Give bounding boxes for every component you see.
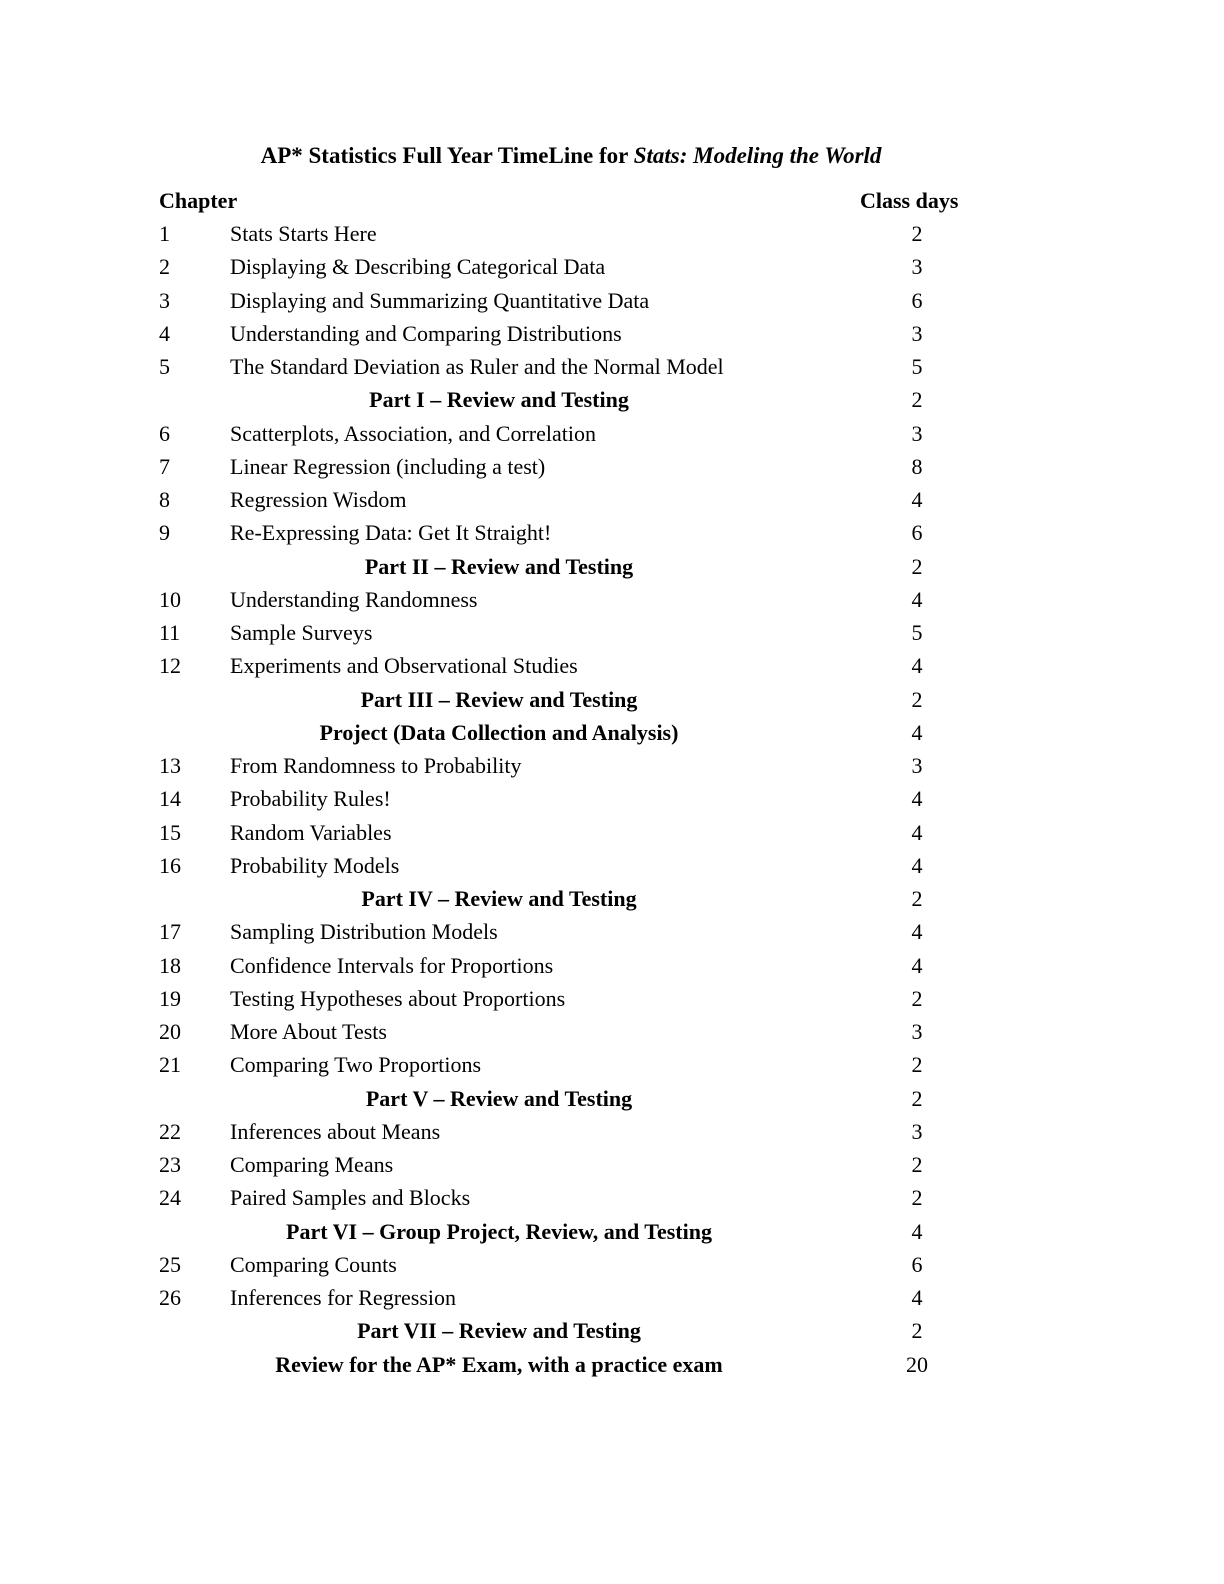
chapter-row bbox=[0, 982, 1224, 1015]
chapter-title: Sampling Distribution Models bbox=[230, 919, 498, 945]
class-days-value: 2 bbox=[911, 553, 923, 579]
chapter-number: 6 bbox=[159, 420, 170, 446]
chapter-title: Probability Rules! bbox=[230, 786, 391, 812]
chapter-title: Displaying and Summarizing Quantitative Data bbox=[230, 287, 650, 313]
chapter-title: More About Tests bbox=[230, 1019, 387, 1044]
table-header bbox=[0, 184, 1224, 217]
chapter-row bbox=[0, 749, 1224, 782]
class-days-value: 2 bbox=[911, 686, 923, 712]
chapter-title: Understanding and Comparing Distributions bbox=[230, 320, 622, 346]
class-days-value: 3 bbox=[911, 1118, 923, 1144]
part-row bbox=[0, 882, 1224, 915]
chapter-row bbox=[0, 583, 1224, 616]
part-row bbox=[0, 1082, 1224, 1115]
chapter-title: Inferences for Regression bbox=[230, 1285, 457, 1310]
class-days-value: 4 bbox=[911, 586, 923, 612]
chapter-number: 15 bbox=[159, 819, 181, 845]
timeline-table bbox=[0, 217, 1224, 1381]
chapter-number: 17 bbox=[159, 919, 181, 945]
chapter-row bbox=[0, 915, 1224, 948]
chapter-row bbox=[0, 849, 1224, 882]
part-title: Part I – Review and Testing bbox=[369, 387, 629, 413]
part-row bbox=[0, 683, 1224, 716]
class-days-value: 5 bbox=[911, 354, 923, 379]
chapter-title: Probability Models bbox=[230, 852, 400, 878]
part-title: Part IV – Review and Testing bbox=[361, 886, 637, 911]
class-days-value: 3 bbox=[911, 254, 923, 280]
chapter-title: Linear Regression (including a test) bbox=[230, 453, 546, 479]
chapter-row bbox=[0, 1048, 1224, 1081]
part-row bbox=[0, 1314, 1224, 1347]
class-days-value: 4 bbox=[911, 852, 923, 878]
chapter-row bbox=[0, 350, 1224, 383]
chapter-title: Confidence Intervals for Proportions bbox=[230, 952, 554, 978]
part-row bbox=[0, 1215, 1224, 1248]
chapter-row bbox=[0, 417, 1224, 450]
chapter-row bbox=[0, 217, 1224, 250]
chapter-title: From Randomness to Probability bbox=[230, 753, 522, 778]
chapter-title: Inferences about Means bbox=[230, 1118, 441, 1144]
class-days-value: 3 bbox=[911, 1019, 923, 1044]
chapter-number: 21 bbox=[159, 1052, 181, 1078]
class-days-value: 2 bbox=[911, 1085, 923, 1111]
chapter-number: 4 bbox=[159, 320, 170, 346]
title-book-name: Stats: Modeling the World bbox=[633, 143, 882, 168]
class-days-value: 4 bbox=[911, 1218, 923, 1244]
class-days-value: 2 bbox=[911, 221, 923, 246]
chapter-row bbox=[0, 1181, 1224, 1214]
chapter-number: 7 bbox=[159, 453, 170, 479]
class-days-value: 8 bbox=[911, 453, 923, 479]
chapter-title: Experiments and Observational Studies bbox=[230, 653, 578, 679]
chapter-title: Paired Samples and Blocks bbox=[230, 1185, 471, 1211]
chapter-title: Testing Hypotheses about Proportions bbox=[230, 985, 566, 1011]
chapter-number: 1 bbox=[159, 221, 170, 246]
chapter-number: 11 bbox=[159, 620, 181, 645]
chapter-row bbox=[0, 284, 1224, 317]
chapter-title: Understanding Randomness bbox=[230, 586, 478, 612]
chapter-number: 19 bbox=[159, 985, 181, 1011]
document-title bbox=[0, 140, 1142, 172]
class-days-value: 4 bbox=[911, 487, 923, 512]
class-days-value: 4 bbox=[911, 786, 923, 812]
chapter-number: 2 bbox=[159, 254, 170, 280]
chapter-row bbox=[0, 250, 1224, 283]
chapter-row bbox=[0, 616, 1224, 649]
part-title: Review for the AP* Exam, with a practice exam bbox=[275, 1351, 723, 1377]
chapter-number: 16 bbox=[159, 852, 181, 878]
chapter-number: 26 bbox=[159, 1285, 181, 1310]
chapter-row bbox=[0, 1115, 1224, 1148]
class-days-value: 4 bbox=[911, 952, 923, 978]
chapter-number: 9 bbox=[159, 520, 170, 546]
chapter-title: Comparing Counts bbox=[230, 1251, 397, 1277]
chapter-row bbox=[0, 1281, 1224, 1314]
chapter-row bbox=[0, 949, 1224, 982]
chapter-row bbox=[0, 1148, 1224, 1181]
part-row bbox=[0, 1348, 1224, 1381]
part-row bbox=[0, 550, 1224, 583]
chapter-number: 23 bbox=[159, 1152, 181, 1177]
part-title: Part II – Review and Testing bbox=[364, 553, 634, 579]
chapter-number: 24 bbox=[159, 1185, 181, 1211]
chapter-number: 25 bbox=[159, 1251, 181, 1277]
chapter-number: 12 bbox=[159, 653, 181, 679]
chapter-title: Regression Wisdom bbox=[230, 487, 407, 512]
class-days-value: 3 bbox=[911, 753, 923, 778]
chapter-number: 3 bbox=[159, 287, 170, 313]
chapter-title: Displaying & Describing Categorical Data bbox=[230, 254, 606, 280]
chapter-number: 13 bbox=[159, 753, 181, 778]
class-days-value: 2 bbox=[911, 1318, 923, 1344]
class-days-value: 6 bbox=[911, 1251, 923, 1277]
chapter-title: Comparing Means bbox=[230, 1152, 394, 1177]
chapter-title: Scatterplots, Association, and Correlation bbox=[230, 420, 596, 446]
class-days-value: 4 bbox=[911, 1285, 923, 1310]
chapter-row bbox=[0, 649, 1224, 682]
class-days-column-header: Class days bbox=[860, 188, 959, 213]
title-prefix: AP* Statistics Full Year TimeLine for bbox=[260, 143, 634, 168]
chapter-row bbox=[0, 516, 1224, 549]
part-title: Part VII – Review and Testing bbox=[357, 1318, 641, 1344]
chapter-title: Comparing Two Proportions bbox=[230, 1052, 482, 1078]
chapter-row bbox=[0, 816, 1224, 849]
class-days-value: 5 bbox=[911, 620, 923, 645]
class-days-value: 4 bbox=[911, 819, 923, 845]
chapter-row bbox=[0, 483, 1224, 516]
chapter-number: 20 bbox=[159, 1019, 181, 1044]
class-days-value: 3 bbox=[911, 320, 923, 346]
class-days-value: 2 bbox=[911, 1052, 923, 1078]
class-days-value: 4 bbox=[911, 719, 923, 745]
chapter-number: 8 bbox=[159, 487, 170, 512]
class-days-value: 2 bbox=[911, 387, 923, 413]
class-days-value: 2 bbox=[911, 1185, 923, 1211]
part-title: Part VI – Group Project, Review, and Testing bbox=[286, 1218, 712, 1244]
class-days-value: 20 bbox=[906, 1351, 928, 1377]
part-row bbox=[0, 383, 1224, 416]
class-days-value: 2 bbox=[911, 886, 923, 911]
chapter-row bbox=[0, 1248, 1224, 1281]
class-days-value: 2 bbox=[911, 1152, 923, 1177]
chapter-row bbox=[0, 317, 1224, 350]
chapter-number: 18 bbox=[159, 952, 181, 978]
chapter-row bbox=[0, 450, 1224, 483]
class-days-value: 4 bbox=[911, 919, 923, 945]
chapter-column-header: Chapter bbox=[159, 188, 238, 213]
class-days-value: 4 bbox=[911, 653, 923, 679]
chapter-number: 5 bbox=[159, 354, 170, 379]
chapter-title: Re-Expressing Data: Get It Straight! bbox=[230, 520, 552, 546]
part-row bbox=[0, 716, 1224, 749]
part-title: Part V – Review and Testing bbox=[365, 1085, 633, 1111]
class-days-value: 6 bbox=[911, 287, 923, 313]
part-title: Part III – Review and Testing bbox=[360, 686, 638, 712]
chapter-row bbox=[0, 1015, 1224, 1048]
chapter-row bbox=[0, 782, 1224, 815]
chapter-number: 14 bbox=[159, 786, 181, 812]
class-days-value: 2 bbox=[911, 985, 923, 1011]
part-title: Project (Data Collection and Analysis) bbox=[319, 719, 679, 745]
chapter-title: Stats Starts Here bbox=[230, 221, 377, 246]
chapter-number: 22 bbox=[159, 1118, 181, 1144]
class-days-value: 3 bbox=[911, 420, 923, 446]
class-days-value: 6 bbox=[911, 520, 923, 546]
chapter-number: 10 bbox=[159, 586, 181, 612]
chapter-title: The Standard Deviation as Ruler and the Normal Model bbox=[230, 354, 724, 379]
chapter-title: Sample Surveys bbox=[230, 620, 373, 645]
chapter-title: Random Variables bbox=[230, 819, 392, 845]
